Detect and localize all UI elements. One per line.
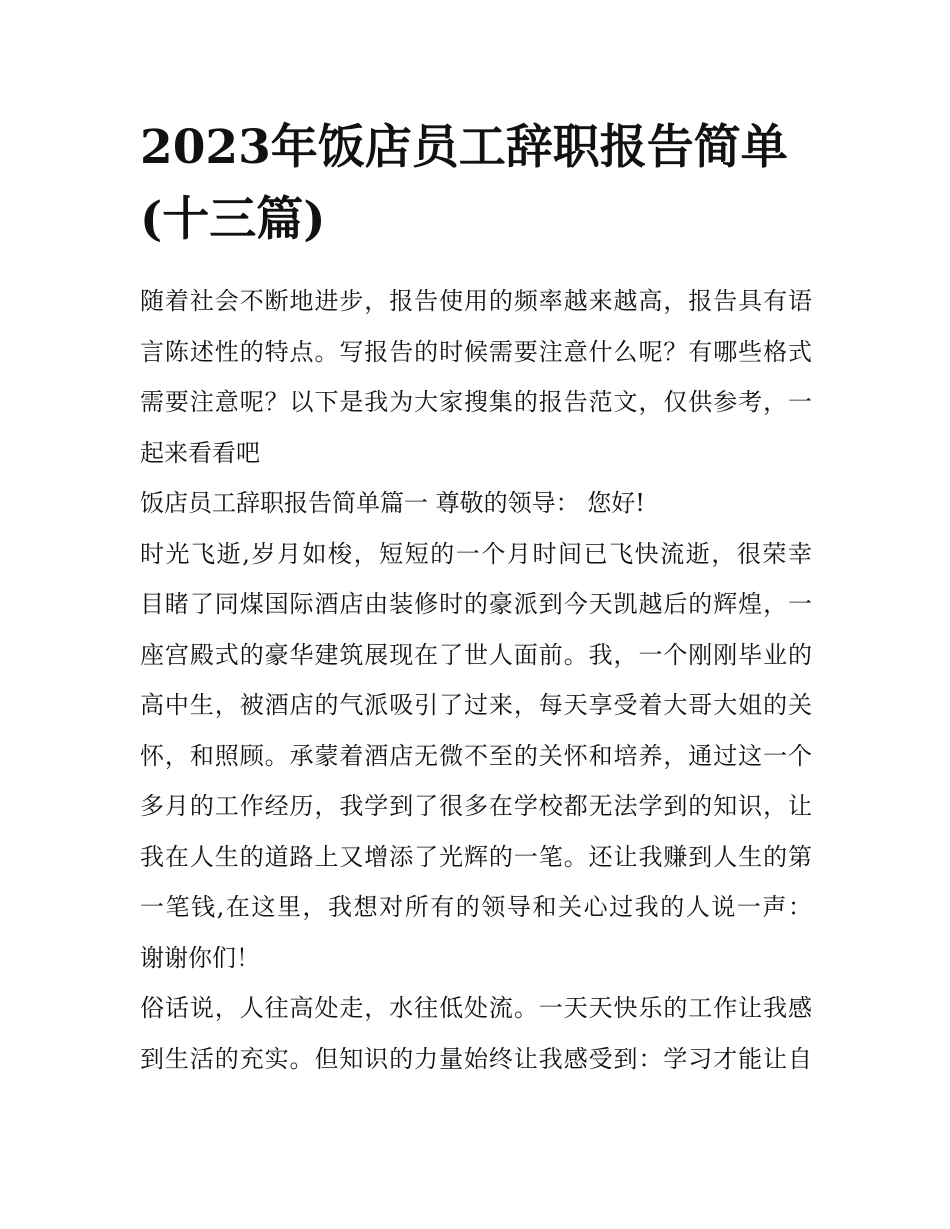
text-line: 到生活的充实。但知识的力量始终让我感受到：学习才能让自 (140, 1044, 812, 1073)
text-line: 时光飞逝,岁月如梭，短短的一个月时间已飞快流逝，很荣幸 (140, 539, 812, 568)
section-heading: 饭店员工辞职报告简单篇一 尊敬的领导： 您好! (140, 489, 645, 517)
title-line-1: 2023年饭店员工辞职报告简单 (140, 120, 788, 175)
text-line: 一笔钱,在这里，我想对所有的领导和关心过我的人说一声： (140, 893, 812, 921)
document-body (140, 276, 812, 1084)
text-line: 高中生，被酒店的气派吸引了过来，每天享受着大哥大姐的关 (140, 691, 812, 719)
text-line: 言陈述性的特点。写报告的时候需要注意什么呢？有哪些格式 (140, 337, 812, 366)
text-line: 目睹了同煤国际酒店由装修时的豪派到今天凯越后的辉煌，一 (140, 590, 812, 618)
document-title (140, 112, 820, 256)
text-line: 起来看看吧 (140, 438, 260, 467)
text-line: 随着社会不断地进步，报告使用的频率越来越高，报告具有语 (140, 287, 812, 315)
text-line: 谢谢你们！ (140, 943, 260, 972)
title-line-2: (十三篇) (140, 192, 326, 247)
text-line: 需要注意呢？以下是我为大家搜集的报告范文，仅供参考，一 (140, 388, 812, 416)
text-line: 我在人生的道路上又增添了光辉的一笔。还让我赚到人生的第 (140, 842, 812, 871)
text-line: 座宫殿式的豪华建筑展现在了世人面前。我，一个刚刚毕业的 (140, 640, 812, 669)
text-line: 怀，和照顾。承蒙着酒店无微不至的关怀和培养，通过这一个 (140, 741, 812, 770)
text-line: 多月的工作经历，我学到了很多在学校都无法学到的知识，让 (140, 792, 812, 820)
text-line: 俗话说，人往高处走，水往低处流。一天天快乐的工作让我感 (140, 994, 812, 1022)
